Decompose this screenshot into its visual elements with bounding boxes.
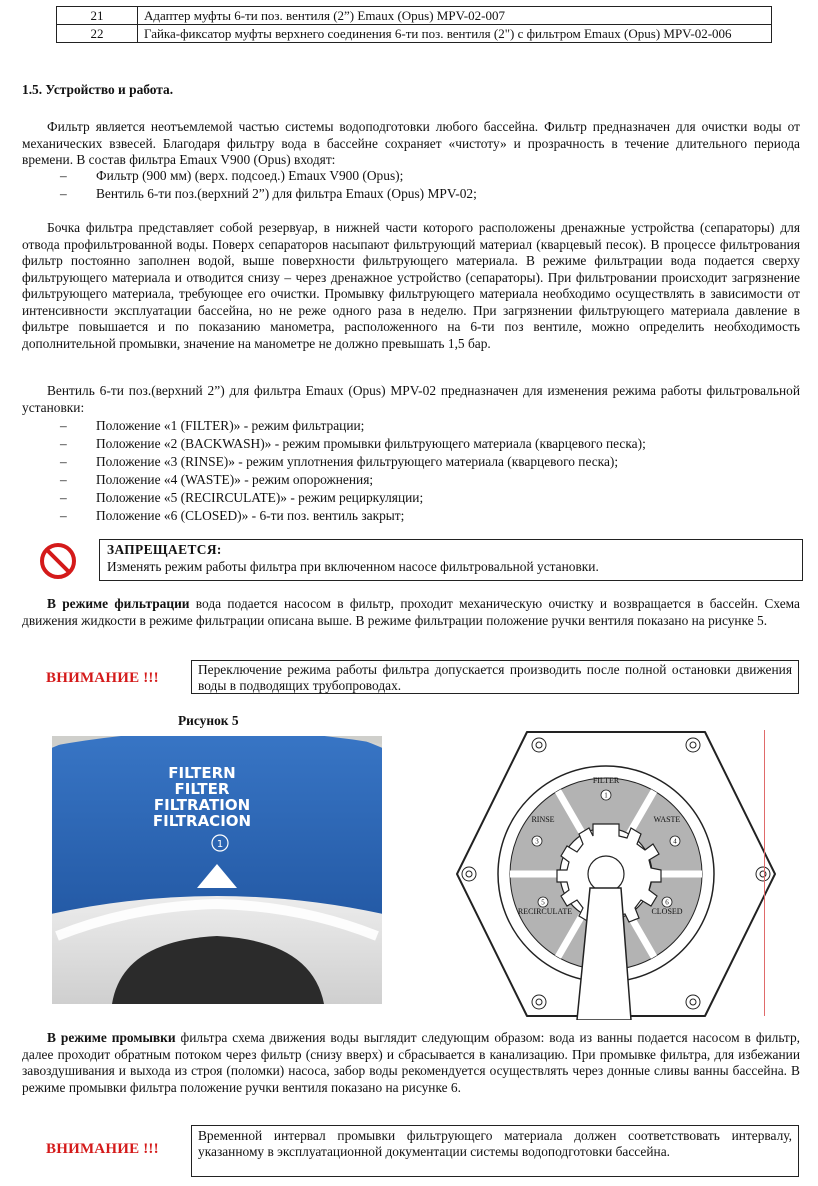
list-item-text: Фильтр (900 мм) (верх. подсоед.) Emaux V900 (Opus);	[96, 168, 404, 183]
list-dash: –	[60, 418, 67, 433]
valve-number-3: 3	[535, 837, 539, 846]
list-item-text: Положение «1 (FILTER)» - режим фильтрации;	[96, 418, 365, 433]
prohibited-title: ЗАПРЕЩАЕТСЯ:	[107, 542, 222, 557]
parts-table	[56, 6, 772, 43]
valve-number-1: 1	[604, 791, 608, 800]
part-description: Гайка-фиксатор муфты верхнего соединения 6-ти поз. вентиля (2") с фильтром Emaux (Opus) MPV-02-006	[138, 25, 772, 43]
part-number: 22	[57, 25, 138, 43]
valve-label-rinse: RINSE	[531, 815, 555, 824]
prohibited-icon	[38, 541, 78, 581]
figure-caption: Рисунок 5	[178, 713, 239, 728]
valve-handle-photo	[52, 736, 382, 1004]
section-title: 1.5. Устройство и работа.	[22, 82, 174, 97]
photo-label-filtern: FILTERN	[168, 764, 236, 782]
list-item-text: Положение «2 (BACKWASH)» - режим промывки фильтрующего материала (кварцевого песка);	[96, 436, 646, 451]
part-description: Адаптер муфты 6-ти поз. вентиля (2”) Emaux (Opus) MPV-02-007	[138, 7, 772, 25]
attention-label: ВНИМАНИЕ !!!	[46, 670, 159, 686]
prohibited-text: Изменять режим работы фильтра при включенном насосе фильтровальной установки.	[107, 559, 599, 574]
valve-label-closed: CLOSED	[651, 907, 683, 916]
margin-rule	[764, 730, 765, 1016]
photo-label-filtracion: FILTRACION	[152, 812, 252, 830]
valve-number-6: 6	[665, 898, 669, 907]
list-dash: –	[60, 508, 67, 523]
list-item-text: Положение «3 (RINSE)» - режим уплотнения фильтрующего материала (кварцевого песка);	[96, 454, 619, 469]
paragraph-backwash-bold: В режиме промывки	[47, 1030, 176, 1045]
list-item-text: Положение «6 (CLOSED)» - 6-ти поз. вентиль закрыт;	[96, 508, 405, 523]
list-item-text: Положение «5 (RECIRCULATE)» - режим рециркуляции;	[96, 490, 424, 505]
paragraph-backwash-text: фильтра схема движения воды выглядит следующим образом: вода из ванны подается насосом в фильтр, далее проходит обратным потоком через фильтр (снизу вверх) и сбрасывается в канализацию. При промывке фильтра, для избежании завоздушивания и выхода из строя (поломки) насоса, забор воды рекомендуется осуществлять через донные сливы ванны бассейна. В режиме промывки фильтра положение ручки вентиля показано на рисунке 6.	[22, 1030, 800, 1095]
valve-label-waste: WASTE	[653, 815, 681, 824]
list-dash: –	[60, 168, 67, 183]
valve-diagram	[455, 728, 777, 1020]
list-dash: –	[60, 472, 67, 487]
table-row	[57, 25, 772, 43]
part-number: 21	[57, 7, 138, 25]
paragraph-filtration-bold: В режиме фильтрации	[47, 596, 190, 611]
list-dash: –	[60, 454, 67, 469]
attention-box: Переключение режима работы фильтра допускается производить после полной остановки движения воды в подводящих трубопроводах.	[191, 660, 799, 694]
attention-box: Временной интервал промывки фильтрующего материала должен соответствовать интервалу, указанному в эксплуатационной документации системы водоподготовки бассейна.	[191, 1125, 799, 1177]
paragraph-description: Бочка фильтра представляет собой резервуар, в нижней части которого расположены дренажные устройства (сепараторы) для отвода профильтрованной воды. Поверх сепараторов насыпают фильтрующий материал (кварцевый песок). В процессе фильтрования фильтр постоянно заполнен водой, выше поверхности фильтрующего материала. В режиме фильтрации вода подается сверху фильтрующего материала и отводится снизу – через дренажное устройство (сепараторы). При фильтровании происходит загрязнение фильтрующего материала, требующее его очистки. Промывку фильтрующего материала необходимо осуществлять в зависимости от интенсивности эксплуатации бассейна, но не реже одного раза в неделю. При загрязнении фильтрующего материала давление в фильтре повышается и по показанию манометра, расположенного на 6-ти поз вентиле, можно определить необходимость дополнительной промывки, значение на манометре не должно превышать 1,5 бар.	[22, 220, 800, 351]
valve-label-recirculate: RECIRCULATE	[517, 907, 573, 916]
photo-label-filtration: FILTRATION	[153, 796, 251, 814]
valve-handle-illustration	[52, 736, 382, 1004]
valve-diagram-svg	[455, 728, 777, 1020]
photo-label-filter: FILTER	[174, 780, 230, 798]
list-item-text: Вентиль 6-ти поз.(верхний 2”) для фильтра Emaux (Opus) MPV-02;	[96, 186, 477, 201]
paragraph-intro: Фильтр является неотъемлемой частью системы водоподготовки любого бассейна. Фильтр предназначен для очистки воды от механических взвесей. Благодаря фильтру вода в бассейне сохраняет «чистоту» и прозрачность в течение длительного периода времени. В состав фильтра Emaux V900 (Opus) входят:	[22, 119, 800, 167]
table-row	[57, 7, 772, 25]
paragraph-filtration	[22, 596, 800, 629]
paragraph-backwash	[22, 1030, 800, 1096]
list-dash: –	[60, 490, 67, 505]
paragraph-filtration-text: вода подается насосом в фильтр, проходит механическую очистку и возвращается в бассейн. Схема движения жидкости в режиме фильтрации описана выше. В режиме фильтрации положение ручки вентиля показано на рисунке 5.	[22, 596, 800, 628]
list-dash: –	[60, 186, 67, 201]
paragraph-valve: Вентиль 6-ти поз.(верхний 2”) для фильтра Emaux (Opus) MPV-02 предназначен для изменения режима работы фильтровальной установки:	[22, 383, 800, 415]
valve-label-filter: FILTER	[592, 776, 620, 785]
list-item-text: Положение «4 (WASTE)» - режим опорожнения;	[96, 472, 374, 487]
attention-label: ВНИМАНИЕ !!!	[46, 1141, 159, 1157]
valve-number-5: 5	[541, 898, 545, 907]
photo-label-number: 1	[216, 839, 224, 850]
valve-number-4: 4	[673, 837, 677, 846]
prohibited-box	[99, 539, 803, 581]
list-dash: –	[60, 436, 67, 451]
